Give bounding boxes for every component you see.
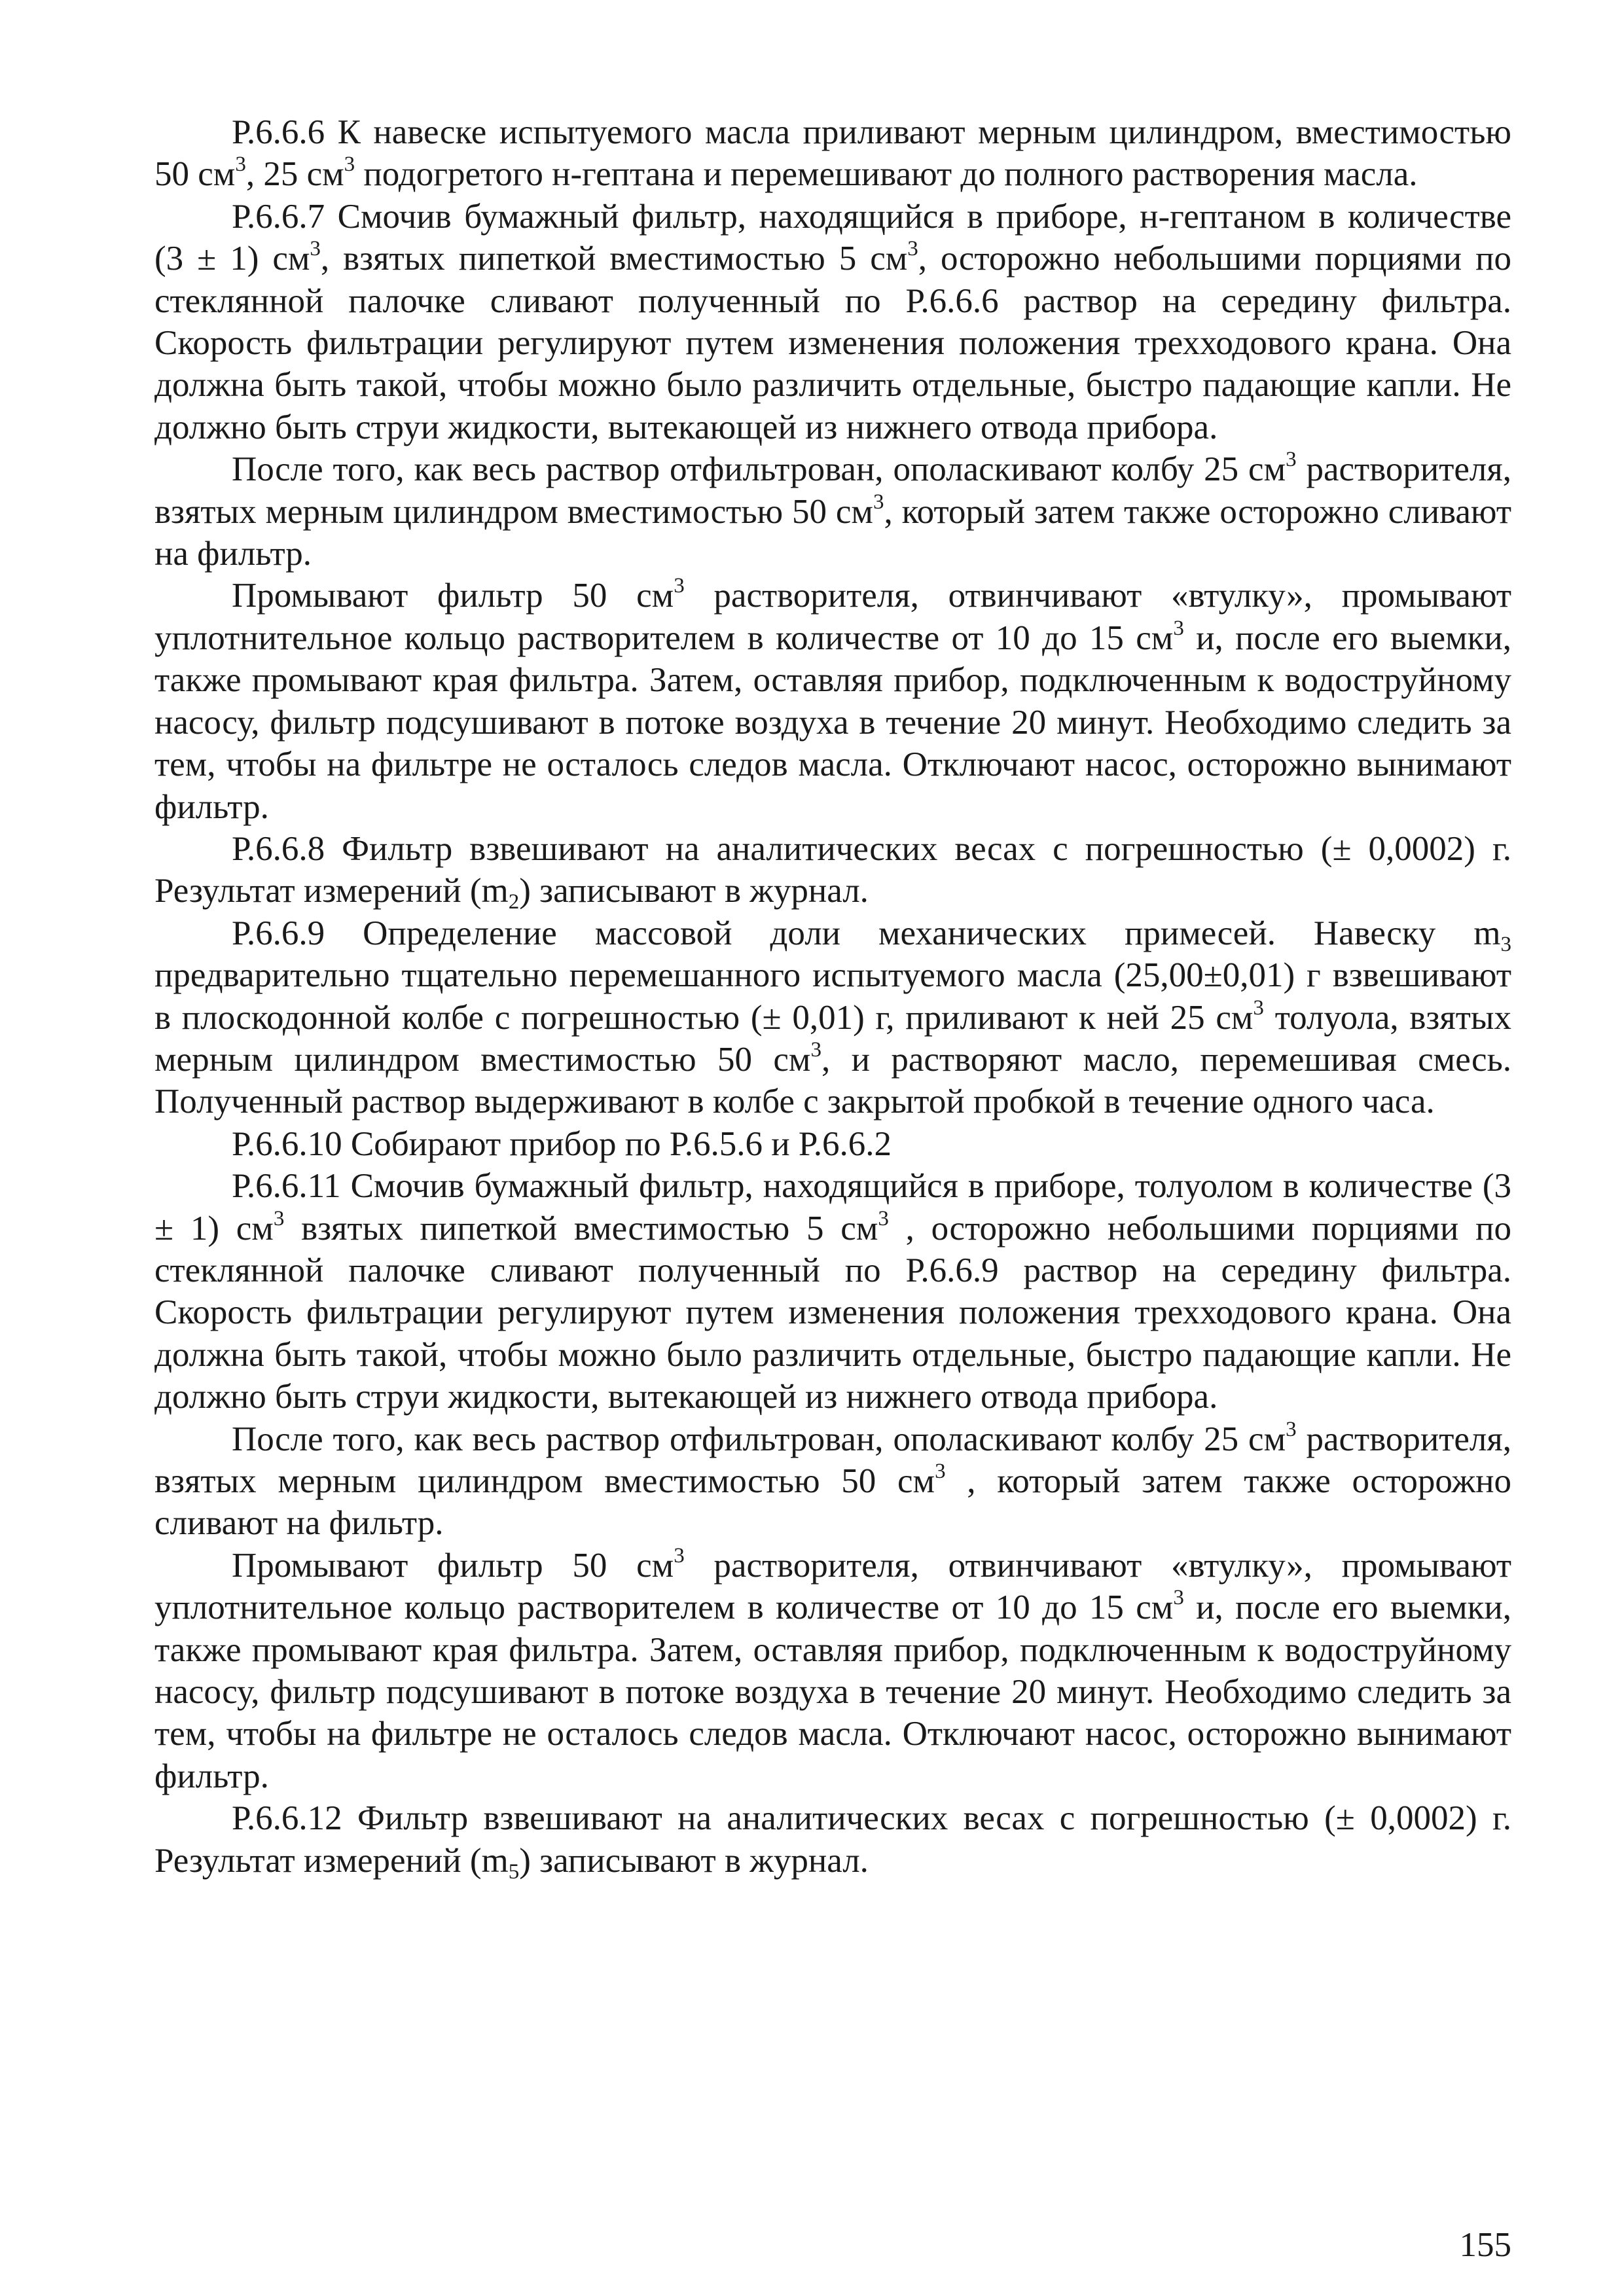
body-text (154, 111, 1511, 1882)
paragraph (154, 575, 1511, 827)
paragraph (154, 196, 1511, 448)
superscript: 3 (1173, 1586, 1184, 1610)
text-run: , и растворяют масло, перемешивая смесь. Полученный раствор выдерживают в колбе с закрытой пробкой в течение одного часа. (154, 1040, 1511, 1121)
superscript: 3 (273, 1206, 285, 1230)
text-run: Р.6.6.8 Фильтр взвешивают на аналитических весах с погрешностью (± 0,0002) г. Результат измерений (m (154, 829, 1511, 910)
text-run: и, после его выемки, также промывают края фильтра. Затем, оставляя прибор, подключенным к водоструйному насосу, фильтр подсушивают в потоке воздуха в течение 20 минут. Необходимо следить за тем, чтобы на фильтре не осталось следов масла. Отключают насос, осторожно вынимают фильтр. (154, 1588, 1511, 1795)
superscript: 3 (907, 237, 918, 261)
superscript: 3 (1253, 996, 1264, 1020)
text-run: Промывают фильтр 50 см (232, 577, 674, 615)
text-run: , осторожно небольшими порциями по стеклянной палочке сливают полученный по Р.6.6.6 раствор на середину фильтра. Скорость фильтрации регулируют путем изменения положения трехходового крана. Она должна быть такой, чтобы можно было различить отдельные, быстро падающие капли. Не должно быть струи жидкости, вытекающей из нижнего отвода прибора. (154, 240, 1512, 446)
text-run: , который затем также осторожно сливают на фильтр. (154, 1462, 1511, 1543)
text-run: взятых пипеткой вместимостью 5 см (284, 1209, 878, 1247)
superscript: 3 (235, 152, 246, 177)
text-run: растворителя, взятых мерным цилиндром вместимостью 50 см (154, 1420, 1511, 1500)
superscript: 3 (878, 1206, 889, 1230)
superscript: 3 (1286, 448, 1297, 472)
text-run: подогретого н-гептана и перемешивают до полного растворения масла. (355, 155, 1418, 194)
paragraph (154, 1797, 1511, 1882)
text-run: растворителя, отвинчивают «втулку», промывают уплотнительное кольцо растворителем в количестве от 10 до 15 см (154, 1546, 1512, 1627)
text-run: Промывают фильтр 50 см (232, 1546, 674, 1585)
text-run: Р.6.6.10 Собирают прибор по Р.6.5.6 и Р.6.6.2 (232, 1124, 892, 1163)
superscript: 3 (674, 1543, 685, 1568)
text-run: , который затем также осторожно сливают на фильтр. (154, 492, 1511, 573)
text-run: Р.6.6.7 Смочив бумажный фильтр, находящийся в приборе, н-гептаном в количестве (3 ± 1) см (154, 197, 1511, 278)
text-run: предварительно тщательно перемешанного испытуемого масла (25,00±0,01) г взвешивают в плоскодонной колбе с погрешностью (± 0,01) г, приливают к ней 25 см (154, 956, 1511, 1037)
subscript: 5 (508, 1859, 520, 1884)
paragraph (154, 448, 1511, 575)
superscript: 3 (1173, 616, 1184, 640)
subscript: 3 (1500, 932, 1511, 956)
paragraph (154, 828, 1511, 912)
text-run: Р.6.6.11 Смочив бумажный фильтр, находящийся в приборе, толуолом в количестве (3 ± 1) см (154, 1167, 1511, 1247)
text-run: растворителя, взятых мерным цилиндром вместимостью 50 см (154, 450, 1511, 531)
superscript: 3 (810, 1037, 821, 1062)
text-run: ) записывают в журнал. (519, 1841, 869, 1880)
superscript: 3 (935, 1460, 946, 1483)
text-run: ) записывают в журнал. (519, 872, 869, 910)
superscript: 3 (310, 237, 321, 261)
paragraph (154, 1418, 1511, 1545)
subscript: 2 (508, 890, 520, 914)
text-run: После того, как весь раствор отфильтрован, ополаскивают колбу 25 см (232, 450, 1286, 489)
text-run: После того, как весь раствор отфильтрован, ополаскивают колбу 25 см (232, 1420, 1286, 1458)
superscript: 3 (344, 152, 355, 177)
text-run: Р.6.6.6 К навеске испытуемого масла приливают мерным цилиндром, вместимостью 50 см (154, 113, 1511, 194)
text-run: толуола, взятых мерным цилиндром вместимостью 50 см (154, 998, 1511, 1079)
text-run: , осторожно небольшими порциями по стеклянной палочке сливают полученный по Р.6.6.9 раствор на середину фильтра. Скорость фильтрации регулируют путем изменения положения трехходового крана. Она должна быть такой, чтобы можно было различить отдельные, быстро падающие капли. Не должно быть струи жидкости, вытекающей из нижнего отвода прибора. (154, 1209, 1511, 1416)
text-run: , взятых пипеткой вместимостью 5 см (320, 240, 908, 278)
text-run: , 25 см (245, 155, 344, 194)
text-run: Р.6.6.9 Определение массовой доли механических примесей. Навеску m (232, 914, 1501, 952)
page-number: 155 (1459, 2226, 1511, 2264)
paragraph (154, 1123, 1511, 1165)
text-run: и, после его выемки, также промывают края фильтра. Затем, оставляя прибор, подключенным к водоструйному насосу, фильтр подсушивают в потоке воздуха в течение 20 минут. Необходимо следить за тем, чтобы на фильтре не осталось следов масла. Отключают насос, осторожно вынимают фильтр. (154, 619, 1511, 826)
superscript: 3 (674, 574, 685, 598)
text-run: Р.6.6.12 Фильтр взвешивают на аналитических весах с погрешностью (± 0,0002) г. Результат измерений (m (154, 1799, 1511, 1880)
paragraph (154, 111, 1511, 196)
superscript: 3 (1286, 1417, 1297, 1441)
paragraph (154, 912, 1511, 1123)
paragraph (154, 1165, 1511, 1418)
paragraph (154, 1545, 1511, 1797)
text-run: растворителя, отвинчивают «втулку», промывают уплотнительное кольцо растворителем в количестве от 10 до 15 см (154, 577, 1512, 657)
superscript: 3 (873, 490, 884, 514)
